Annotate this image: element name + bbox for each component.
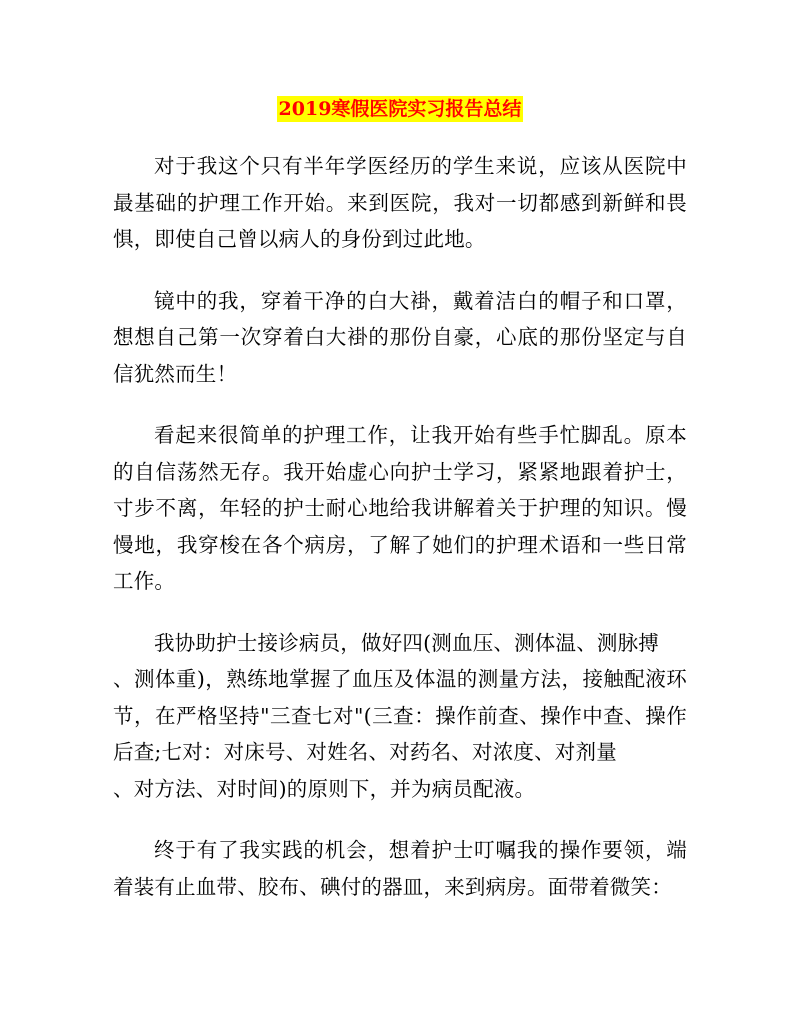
title-container bbox=[0, 96, 800, 122]
document-title: 2019寒假医院实习报告总结 bbox=[278, 98, 522, 120]
paragraph-1: 对于我这个只有半年学医经历的学生来说，应该从医院中最基础的护理工作开始。来到医院，我对一切都感到新鲜和畏惧，即使自己曾以病人的身份到过此地。 bbox=[113, 154, 687, 251]
paragraph-3: 看起来很简单的护理工作，让我开始有些手忙脚乱。原本的自信荡然无存。我开始虚心向护士学习，紧紧地跟着护士，寸步不离，年轻的护士耐心地给我讲解着关于护理的知识。慢慢地，我穿梭在各个病房，了解了她们的护理术语和一些日常工作。 bbox=[113, 423, 687, 593]
document-body bbox=[113, 148, 687, 930]
paragraph-4: 我协助护士接诊病员，做好四(测血压、测体温、测脉搏 、测体重)，熟练地掌握了血压及体温的测量方法，接触配液环节，在严格坚持"三查七对"(三查：操作前查、操作中查、操作后查;七对：对床号、对姓名、对药名、对浓度、对剂量 、对方法、对时间)的原则下，并为病员配液。 bbox=[113, 630, 687, 801]
paragraph-5: 终于有了我实践的机会，想着护士叮嘱我的操作要领，端着装有止血带、胶布、碘付的器皿，来到病房。面带着微笑： bbox=[113, 838, 687, 899]
paragraph-2: 镜中的我，穿着干净的白大褂，戴着洁白的帽子和口罩，想想自己第一次穿着白大褂的那份自豪，心底的那份坚定与自信犹然而生！ bbox=[113, 288, 687, 386]
